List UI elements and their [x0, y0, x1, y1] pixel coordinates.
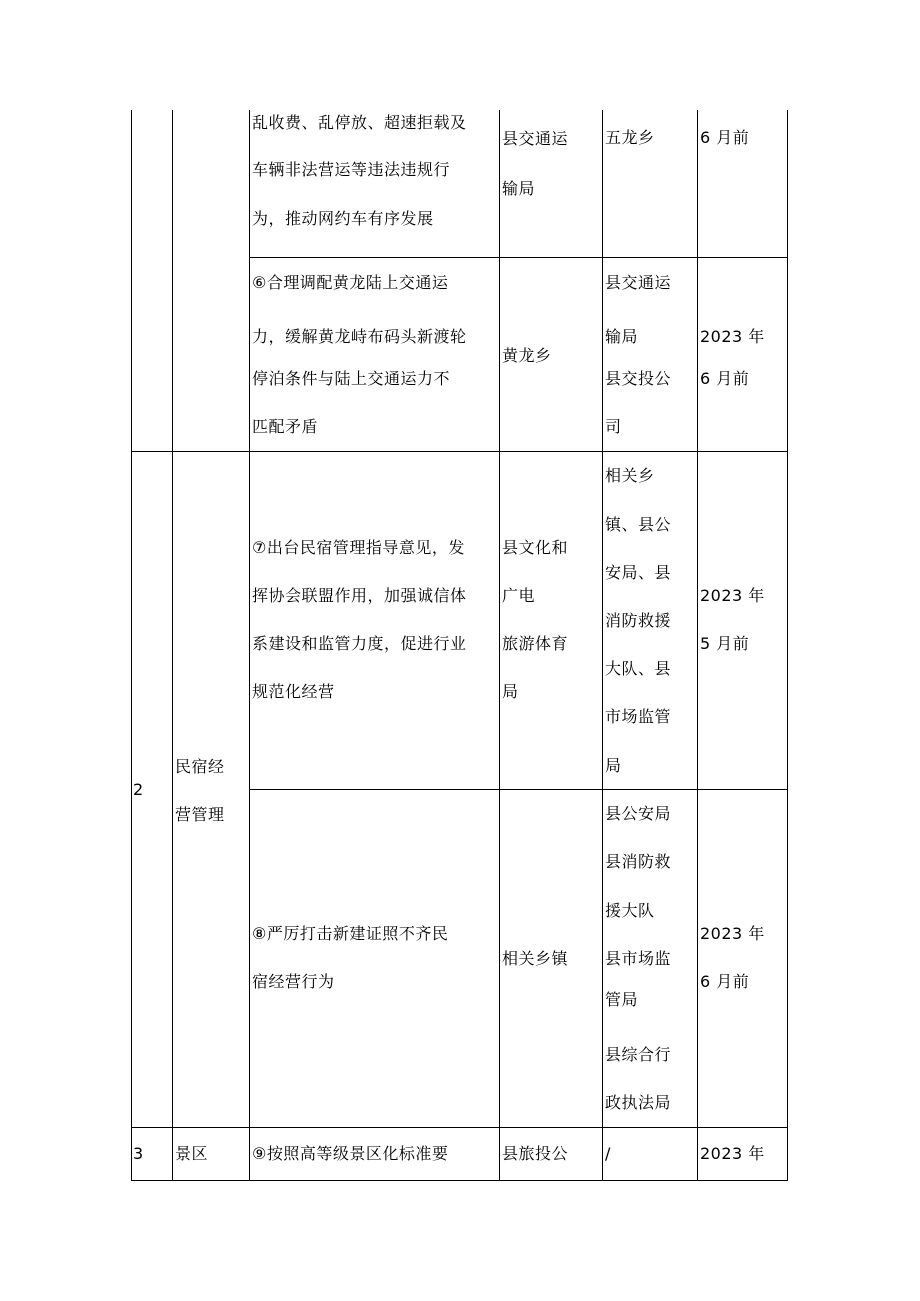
table-col-line-3 — [499, 110, 500, 1181]
row-divider-3 — [249, 789, 788, 790]
category-text: 营管理 — [175, 805, 225, 824]
lead-unit-text: 相关乡镇 — [502, 949, 569, 968]
deadline-text: 2023 年 — [700, 1144, 765, 1163]
coop-unit-text: 政执法局 — [605, 1093, 672, 1112]
coop-unit-text: 大队、县 — [605, 659, 672, 678]
coop-unit-text: 县交投公 — [605, 369, 672, 388]
deadline-text: 2023 年 — [700, 327, 765, 346]
task-text: ⑧严厉打击新建证照不齐民 — [252, 924, 449, 943]
lead-unit-text: 输局 — [502, 179, 536, 198]
row-divider-2 — [131, 451, 788, 452]
task-text: 车辆非法营运等违法违规行 — [252, 160, 451, 179]
table-col-line-5 — [697, 110, 698, 1181]
coop-unit-text: 管局 — [605, 990, 639, 1009]
table-col-line-1 — [172, 110, 173, 1181]
coop-unit-text: 安局、县 — [605, 563, 672, 582]
table-border-left-top — [131, 110, 132, 451]
category-text: 民宿经 — [175, 757, 225, 776]
lead-unit-text: 县交通运 — [502, 129, 569, 148]
table-col-line-2 — [249, 110, 250, 1181]
coop-unit-text: 镇、县公 — [605, 515, 672, 534]
coop-unit-text: 县市场监 — [605, 949, 672, 968]
coop-unit-text: 援大队 — [605, 901, 655, 920]
category-text: 景区 — [175, 1144, 209, 1163]
lead-unit-text: 黄龙乡 — [502, 346, 552, 365]
task-text: ⑥合理调配黄龙陆上交通运 — [252, 273, 449, 292]
task-text: ⑦出台民宿管理指导意见，发 — [252, 538, 465, 557]
lead-unit-text: 县旅投公 — [502, 1144, 569, 1163]
row-divider-4 — [131, 1127, 788, 1128]
task-text: ⑨按照高等级景区化标准要 — [252, 1144, 449, 1163]
coop-unit-text: 消防救援 — [605, 611, 672, 630]
table-border-bottom — [131, 1180, 788, 1181]
task-text: 停泊条件与陆上交通运力不 — [252, 369, 451, 388]
lead-unit-text: 县文化和 — [502, 538, 569, 557]
coop-unit-text: 司 — [605, 417, 622, 436]
lead-unit-text: 局 — [502, 682, 519, 701]
row-number: 2 — [133, 780, 144, 799]
coop-unit-text: 局 — [605, 756, 622, 775]
task-text: 宿经营行为 — [252, 972, 335, 991]
deadline-text: 6 月前 — [700, 972, 750, 991]
coop-unit-text: 县综合行 — [605, 1045, 672, 1064]
deadline-text: 5 月前 — [700, 634, 750, 653]
table-border-right — [787, 110, 788, 1181]
task-text: 力，缓解黄龙峙布码头新渡轮 — [252, 327, 467, 346]
deadline-text: 6 月前 — [700, 369, 750, 388]
deadline-text: 6 月前 — [700, 128, 750, 147]
coop-unit-text: 相关乡 — [605, 466, 655, 485]
row-divider-1 — [249, 257, 788, 258]
task-text: 系建设和监管力度，促进行业 — [252, 634, 467, 653]
coop-unit-text: 县消防救 — [605, 852, 672, 871]
coop-unit-text: 县交通运 — [605, 273, 672, 292]
coop-unit-text: 输局 — [605, 327, 639, 346]
deadline-text: 2023 年 — [700, 924, 765, 943]
coop-unit-text: 市场监管 — [605, 707, 672, 726]
coop-unit-text: 五龙乡 — [605, 128, 655, 147]
row-number: 3 — [133, 1144, 144, 1163]
table-col-line-4 — [602, 110, 603, 1181]
task-text: 匹配矛盾 — [252, 417, 319, 436]
lead-unit-text: 广电 — [502, 586, 536, 605]
deadline-text: 2023 年 — [700, 586, 765, 605]
task-text: 挥协会联盟作用，加强诚信体 — [252, 586, 467, 605]
task-text: 乱收费、乱停放、超速拒载及 — [252, 113, 467, 132]
task-text: 规范化经营 — [252, 682, 335, 701]
task-text: 为，推动网约车有序发展 — [252, 209, 434, 228]
lead-unit-text: 旅游体育 — [502, 634, 569, 653]
coop-unit-text: 县公安局 — [605, 804, 672, 823]
table-border-left — [131, 451, 132, 1181]
coop-unit-text: / — [605, 1144, 611, 1163]
